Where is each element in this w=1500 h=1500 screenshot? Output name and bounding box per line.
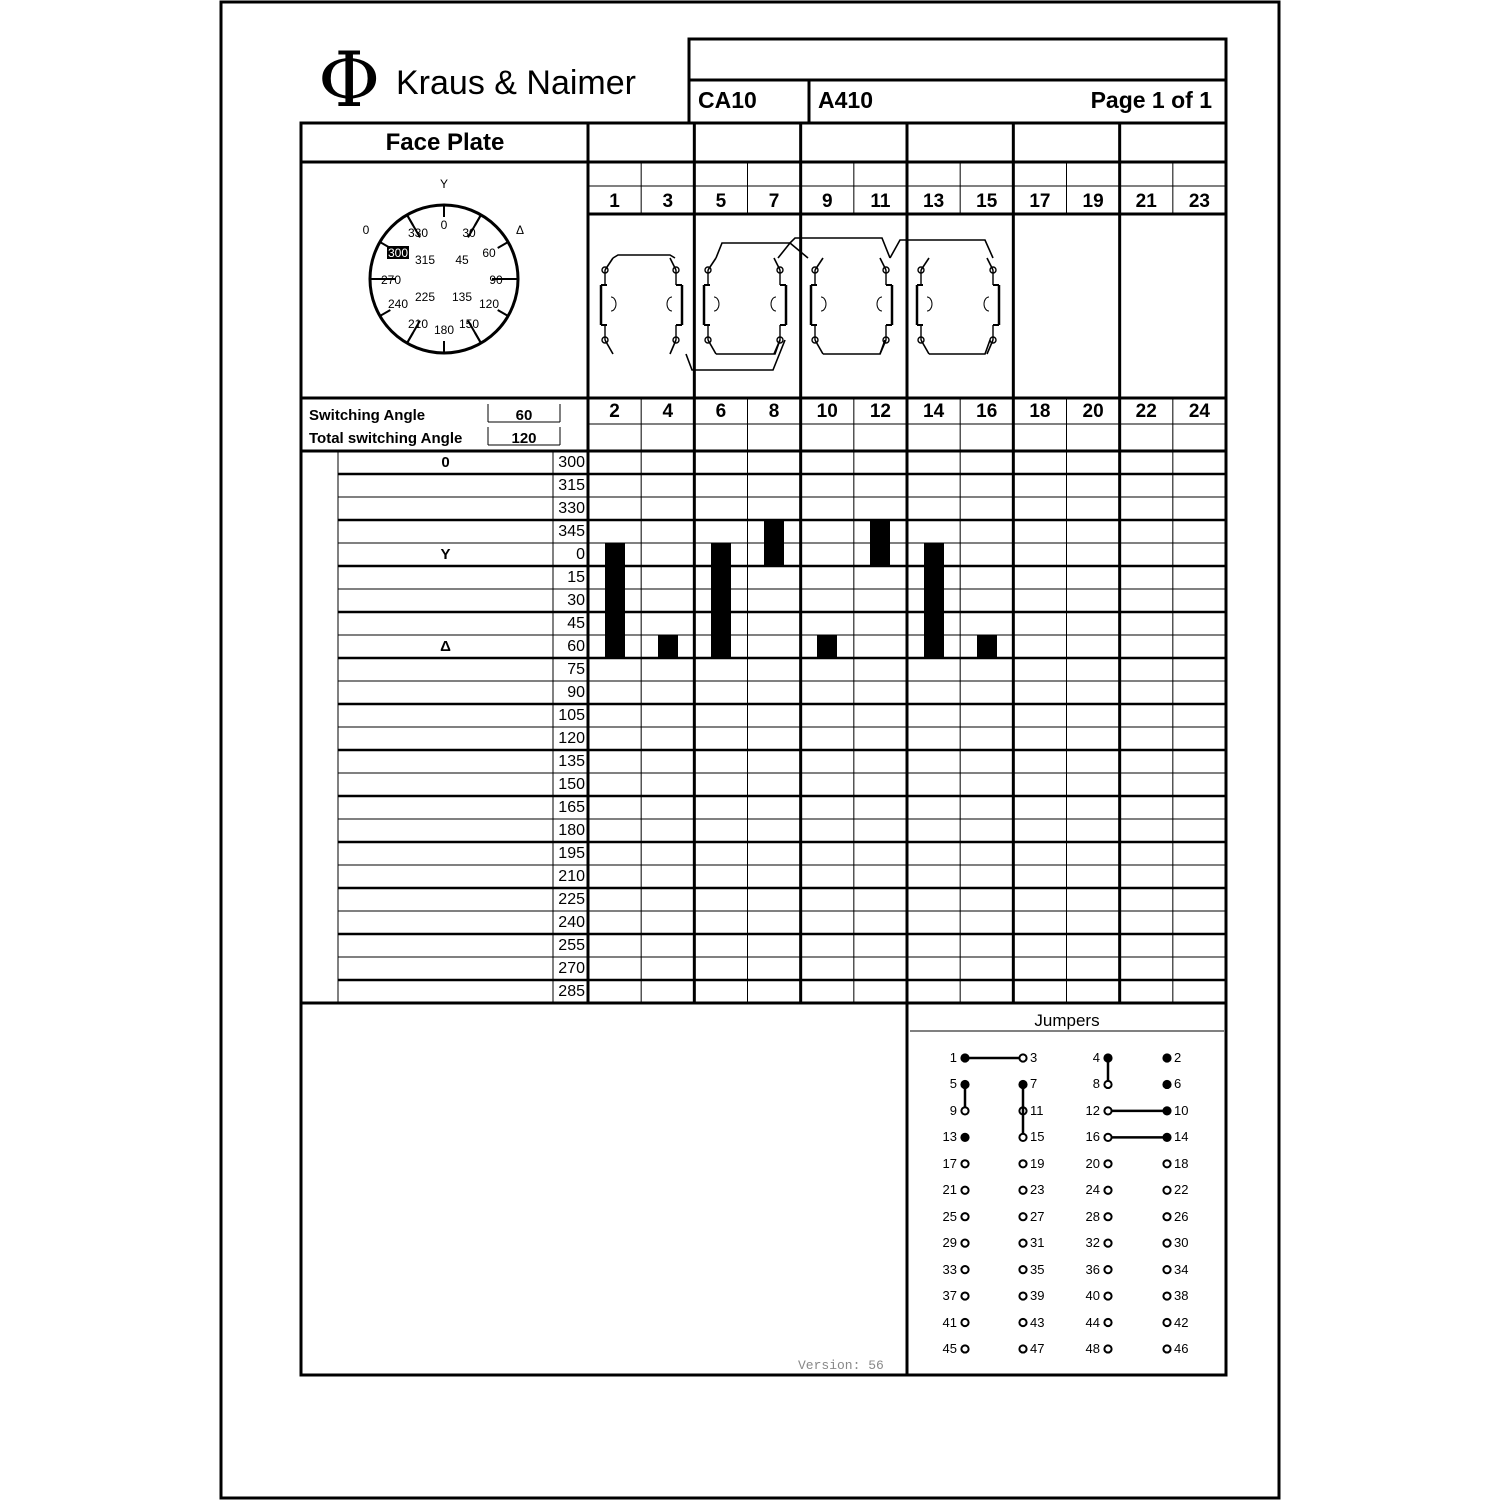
jumper-number: 44 — [1085, 1314, 1100, 1330]
dial-225: 225 — [414, 290, 436, 304]
jumper-number: 20 — [1085, 1155, 1100, 1171]
jumper-terminal — [1163, 1292, 1170, 1299]
jumper-terminal — [1104, 1345, 1111, 1352]
dial-270: 270 — [380, 273, 402, 287]
jumper-terminal — [1104, 1292, 1111, 1299]
jumper-number: 46 — [1174, 1340, 1189, 1356]
terminal-bottom-16: 16 — [976, 401, 998, 422]
jumper-number: 8 — [1092, 1076, 1100, 1092]
jumper-terminal — [1019, 1187, 1026, 1194]
terminal-top-7: 7 — [768, 191, 780, 212]
position-angle: 285 — [558, 983, 585, 1000]
position-name: Δ — [440, 638, 451, 655]
terminal-bottom-4: 4 — [662, 401, 674, 422]
jumper-number: 10 — [1174, 1102, 1189, 1118]
jumper-number: 4 — [1092, 1050, 1100, 1065]
position-angle: 30 — [567, 592, 585, 609]
jumper-terminal — [1104, 1213, 1111, 1220]
jumper-terminal — [1163, 1160, 1170, 1167]
position-angle: 165 — [558, 799, 585, 816]
jumper-number: 17 — [942, 1155, 957, 1171]
jumper-terminal — [961, 1160, 968, 1167]
position-angle: 45 — [567, 615, 585, 632]
position-angle: 345 — [558, 523, 585, 540]
jumper-number: 28 — [1085, 1208, 1100, 1224]
jumper-terminal — [1163, 1134, 1170, 1141]
series-code: CA10 — [698, 87, 757, 113]
jumper-number: 3 — [1030, 1050, 1038, 1065]
jumper-terminal — [1163, 1081, 1170, 1088]
jumper-number: 13 — [942, 1129, 957, 1145]
jumper-terminal — [961, 1107, 968, 1114]
jumper-terminal — [961, 1266, 968, 1273]
jumper-terminal — [1019, 1054, 1026, 1061]
dial-60: 60 — [482, 246, 496, 260]
terminal-bottom-20: 20 — [1082, 401, 1104, 422]
jumper-number: 29 — [942, 1235, 957, 1251]
jumper-terminal — [1163, 1107, 1170, 1114]
jumper-number: 41 — [942, 1314, 957, 1330]
jumper-terminal — [1104, 1187, 1111, 1194]
jumper-terminal — [1163, 1319, 1170, 1326]
jumper-number: 25 — [942, 1208, 957, 1224]
dial-label-delta: Δ — [515, 223, 525, 237]
terminal-bottom-10: 10 — [816, 401, 838, 422]
position-angle: 75 — [567, 661, 585, 678]
jumper-number: 37 — [942, 1288, 957, 1304]
jumper-number: 27 — [1030, 1208, 1045, 1224]
jumper-terminal — [961, 1345, 968, 1352]
jumper-number: 43 — [1030, 1314, 1045, 1330]
terminal-top-11: 11 — [870, 191, 891, 212]
jumper-terminal — [1163, 1266, 1170, 1273]
jumper-number: 12 — [1085, 1102, 1100, 1118]
jumper-number: 33 — [942, 1261, 957, 1277]
jumper-number: 2 — [1174, 1050, 1182, 1065]
jumper-number: 14 — [1174, 1129, 1189, 1145]
dial-180: 180 — [433, 323, 455, 337]
position-angle: 90 — [567, 684, 585, 701]
jumper-terminal — [1163, 1345, 1170, 1352]
jumper-number: 24 — [1085, 1182, 1100, 1198]
jumper-terminal — [1019, 1213, 1026, 1220]
position-angle: 270 — [558, 960, 585, 977]
terminal-top-17: 17 — [1029, 191, 1051, 212]
terminal-top-9: 9 — [821, 191, 833, 212]
position-angle: 330 — [558, 500, 585, 517]
jumper-number: 23 — [1030, 1182, 1045, 1198]
dial-120: 120 — [478, 297, 500, 311]
position-angle: 15 — [567, 569, 585, 586]
position-angle: 120 — [558, 730, 585, 747]
terminal-top-3: 3 — [662, 191, 674, 212]
dial-240: 240 — [387, 297, 409, 311]
switching-angle-label: Switching Angle — [309, 407, 426, 424]
terminal-bottom-14: 14 — [923, 401, 945, 422]
dial-45: 45 — [455, 253, 469, 267]
brand-name: Kraus & Naimer — [396, 64, 636, 102]
logo-phi: Φ — [318, 35, 381, 124]
terminal-bottom-6: 6 — [715, 401, 727, 422]
position-angle: 60 — [567, 638, 585, 655]
jumper-terminal — [1104, 1107, 1111, 1114]
jumper-number: 40 — [1085, 1288, 1100, 1304]
terminal-bottom-12: 12 — [869, 401, 891, 422]
page-indicator: Page 1 of 1 — [1090, 87, 1212, 113]
jumper-number: 11 — [1030, 1102, 1044, 1118]
position-angle: 135 — [558, 753, 585, 770]
position-angle: 225 — [558, 891, 585, 908]
jumper-terminal — [1163, 1240, 1170, 1247]
jumper-number: 9 — [949, 1102, 957, 1118]
total-angle-value: 120 — [511, 430, 537, 447]
jumper-terminal — [1019, 1240, 1026, 1247]
terminal-top-19: 19 — [1082, 191, 1104, 212]
terminal-bottom-22: 22 — [1135, 401, 1157, 422]
terminal-top-21: 21 — [1135, 191, 1157, 212]
jumper-terminal — [961, 1187, 968, 1194]
position-name: 0 — [441, 454, 450, 471]
terminal-top-5: 5 — [715, 191, 727, 212]
terminal-bottom-18: 18 — [1029, 401, 1051, 422]
jumper-number: 30 — [1174, 1235, 1189, 1251]
jumper-terminal — [961, 1319, 968, 1326]
jumper-number: 45 — [942, 1340, 957, 1356]
terminal-top-23: 23 — [1188, 191, 1210, 212]
dial-300: 300 — [387, 246, 409, 260]
jumper-number: 47 — [1030, 1340, 1045, 1356]
jumper-number: 39 — [1030, 1288, 1045, 1304]
dial-315: 315 — [414, 253, 436, 267]
jumper-terminal — [1019, 1160, 1026, 1167]
jumper-number: 34 — [1174, 1261, 1189, 1277]
position-angle: 195 — [558, 845, 585, 862]
terminal-bottom-8: 8 — [768, 401, 780, 422]
jumper-number: 26 — [1174, 1208, 1189, 1224]
terminal-top-13: 13 — [923, 191, 945, 212]
jumper-terminal — [1163, 1054, 1170, 1061]
jumper-number: 32 — [1085, 1235, 1100, 1251]
dial-label-0: 0 — [362, 223, 370, 237]
jumper-terminal — [1019, 1345, 1026, 1352]
jumpers-title: Jumpers — [1034, 1011, 1100, 1030]
total-angle-label: Total switching Angle — [309, 430, 463, 447]
jumper-terminal — [1019, 1319, 1026, 1326]
position-angle: 210 — [558, 868, 585, 885]
jumper-terminal — [1019, 1292, 1026, 1299]
jumper-number: 36 — [1085, 1261, 1100, 1277]
dial-135: 135 — [451, 290, 473, 304]
dial-30: 30 — [462, 226, 476, 240]
jumper-number: 38 — [1174, 1288, 1189, 1304]
terminal-top-1: 1 — [609, 191, 620, 212]
position-angle: 150 — [558, 776, 585, 793]
jumper-number: 6 — [1174, 1076, 1182, 1092]
jumper-number: 1 — [949, 1050, 957, 1065]
position-angle: 315 — [558, 477, 585, 494]
jumper-terminal — [1163, 1213, 1170, 1220]
terminal-bottom-2: 2 — [609, 401, 620, 422]
jumper-terminal — [1104, 1240, 1111, 1247]
jumper-terminal — [1019, 1266, 1026, 1273]
jumper-terminal — [1104, 1266, 1111, 1273]
switching-angle-value: 60 — [515, 407, 533, 424]
jumper-number: 22 — [1174, 1182, 1189, 1198]
jumper-terminal — [961, 1240, 968, 1247]
jumper-number: 18 — [1174, 1155, 1189, 1171]
product-code: A410 — [818, 87, 873, 113]
position-angle: 0 — [576, 546, 585, 563]
jumper-terminal — [1163, 1187, 1170, 1194]
dial-330: 330 — [407, 226, 429, 240]
position-angle: 255 — [558, 937, 585, 954]
jumper-number: 48 — [1085, 1340, 1100, 1356]
jumper-terminal — [1104, 1081, 1111, 1088]
jumper-number: 21 — [942, 1182, 957, 1198]
jumper-terminal — [1104, 1160, 1111, 1167]
jumper-number: 15 — [1030, 1129, 1045, 1145]
jumper-number: 19 — [1030, 1155, 1045, 1171]
jumper-terminal — [961, 1292, 968, 1299]
jumper-terminal — [1104, 1134, 1111, 1141]
dial-150: 150 — [458, 317, 480, 331]
dial-0: 0 — [440, 218, 448, 232]
jumper-number: 7 — [1030, 1076, 1038, 1092]
terminal-top-15: 15 — [976, 191, 998, 212]
position-name: Y — [440, 546, 451, 563]
dial-label-y: Y — [439, 177, 449, 191]
jumper-number: 35 — [1030, 1261, 1045, 1277]
position-angle: 300 — [558, 454, 585, 471]
jumper-terminal — [1104, 1319, 1111, 1326]
position-angle: 105 — [558, 707, 585, 724]
face-plate-title: Face Plate — [385, 129, 505, 156]
jumper-number: 5 — [949, 1076, 957, 1092]
terminal-bottom-24: 24 — [1188, 401, 1210, 422]
jumper-number: 42 — [1174, 1314, 1189, 1330]
version-label: Version: 56 — [798, 1358, 884, 1373]
dial-210: 210 — [407, 317, 429, 331]
jumper-terminal — [961, 1134, 968, 1141]
position-angle: 240 — [558, 914, 585, 931]
position-angle: 180 — [558, 822, 585, 839]
jumper-number: 16 — [1085, 1129, 1100, 1145]
jumper-number: 31 — [1030, 1235, 1045, 1251]
jumper-terminal — [961, 1213, 968, 1220]
jumper-terminal — [1019, 1134, 1026, 1141]
dial-90: 90 — [489, 273, 503, 287]
jumper-terminal — [961, 1054, 968, 1061]
